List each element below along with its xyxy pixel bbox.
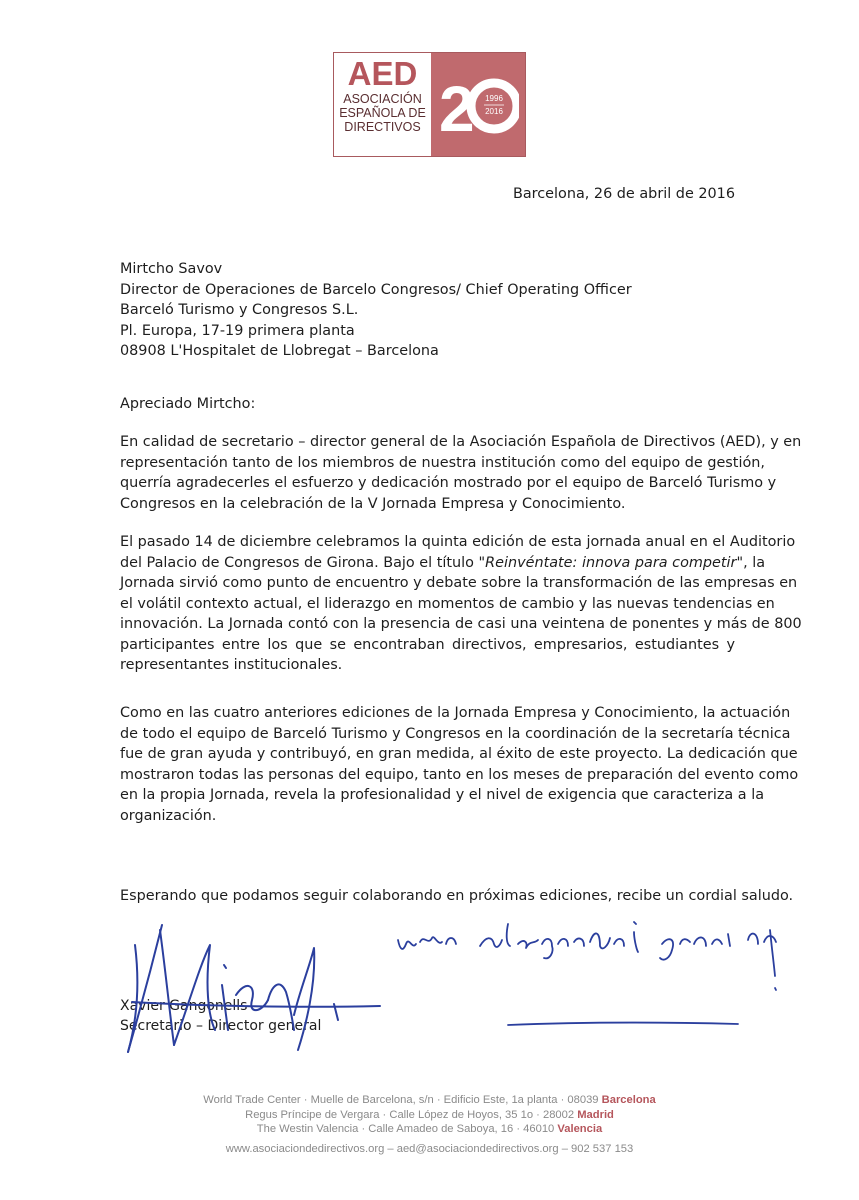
recipient-position: Director de Operaciones de Barcelo Congresos/ Chief Operating Officer xyxy=(120,281,632,298)
years-start: 1996 xyxy=(485,94,503,103)
paragraph-line: de todo el equipo de Barceló Turismo y Congresos en la coordinación de la secretaría técnica xyxy=(120,725,791,742)
paragraph-line: En calidad de secretario – director general de la Asociación Española de Directivos (AED), y en xyxy=(120,434,802,450)
paragraph-line: representación tanto de los miembros de nuestra institución como del equipo de gestión, xyxy=(120,454,765,471)
paragraph-line: el volátil contexto actual, el liderazgo en momentos de cambio y las nuevas tendencias en xyxy=(120,595,775,612)
footer-city: Madrid xyxy=(577,1108,614,1121)
footer-address-text: The Westin Valencia · Calle Amadeo de Saboya, 16 · 46010 xyxy=(256,1123,558,1135)
paragraph-line: innovación. La Jornada contó con la presencia de casi una veintena de ponentes y más de 800 xyxy=(120,616,802,632)
footer-address-madrid xyxy=(0,1108,859,1123)
anniversary-digit-0 xyxy=(471,83,517,129)
footer-address-text: Regus Príncipe de Vergara · Calle López de Hoyos, 35 1o · 28002 xyxy=(245,1108,578,1121)
paragraph-line: en la propia Jornada, revela la profesionalidad y el nivel de exigencia que caracteriza a la xyxy=(120,787,765,803)
recipient-address-line-1: Pl. Europa, 17-19 primera planta xyxy=(120,322,355,339)
logo-text-block xyxy=(334,53,431,156)
handwritten-note xyxy=(398,922,776,1025)
logo-line-2: ESPAÑOLA DE xyxy=(339,106,426,120)
logo-anniversary-block xyxy=(431,53,525,156)
paragraph-line: participantes entre los que se encontraban directivos, empresarios, estudiantes y xyxy=(120,636,735,653)
paragraph-line: organización. xyxy=(120,807,217,824)
paragraph-3 xyxy=(120,703,799,826)
footer-address-text: World Trade Center · Muelle de Barcelona, s/n · Edificio Este, 1a planta · 08039 xyxy=(203,1094,602,1106)
logo-acronym: AED xyxy=(347,55,418,92)
paragraph-text: del Palacio de Congresos de Girona. Bajo el título xyxy=(120,554,479,571)
closing-line: Esperando que podamos seguir colaborando en próximas ediciones, recibe un cordial saludo. xyxy=(120,888,794,904)
paragraph-line: Como en las cuatro anteriores ediciones de la Jornada Empresa y Conocimiento, la actuación xyxy=(120,705,791,721)
paragraph-line: representantes institucionales. xyxy=(120,657,343,673)
letter-date: Barcelona, 26 de abril de 2016 xyxy=(512,186,735,202)
logo-line-1: ASOCIACIÓN xyxy=(343,92,422,106)
letter-footer xyxy=(0,1093,859,1156)
years-end: 2016 xyxy=(485,107,503,116)
anniversary-20-emblem xyxy=(439,74,519,136)
signer-title: Secretario – Director general xyxy=(120,1018,322,1034)
salutation: Apreciado Mirtcho: xyxy=(120,396,256,412)
logo-line-3: DIRECTIVOS xyxy=(344,120,421,134)
paragraph-line: Jornada sirvió como punto de encuentro y debate sobre la transformación de las empresas en xyxy=(120,575,798,591)
event-title: "Reinvéntate: innova para competir" xyxy=(478,554,744,571)
paragraph-line: fue de gran ayuda y contribuyó, en gran medida, al éxito de este proyecto. La dedicación que xyxy=(120,746,798,762)
anniversary-digit-2: 2 xyxy=(439,74,475,136)
paragraph-1 xyxy=(120,432,802,514)
recipient-company: Barceló Turismo y Congresos S.L. xyxy=(120,302,359,318)
paragraph-line-with-title xyxy=(120,553,766,574)
footer-contact: www.asociaciondedirectivos.org – aed@asociaciondedirectivos.org – 902 537 153 xyxy=(225,1142,634,1155)
footer-city: Barcelona xyxy=(601,1094,656,1106)
paragraph-line: mostraron todas las personas del equipo, tanto en los meses de preparación del evento como xyxy=(120,766,799,783)
signer-name: Xavier Gangonells xyxy=(120,998,248,1014)
paragraph-text: , la xyxy=(743,554,766,571)
paragraph-2 xyxy=(120,532,802,676)
aed-logo xyxy=(333,52,526,157)
recipient-address xyxy=(120,259,632,362)
footer-city: Valencia xyxy=(557,1123,603,1135)
footer-address-barcelona xyxy=(0,1093,859,1108)
footer-address-valencia xyxy=(0,1122,859,1137)
paragraph-line: Congresos en la celebración de la V Jornada Empresa y Conocimiento. xyxy=(120,495,626,512)
recipient-address-line-2: 08908 L'Hospitalet de Llobregat – Barcelona xyxy=(120,343,439,359)
paragraph-line: El pasado 14 de diciembre celebramos la quinta edición de esta jornada anual en el Auditorio xyxy=(120,534,796,550)
recipient-name: Mirtcho Savov xyxy=(120,261,223,277)
paragraph-line: querría agradecerles el esfuerzo y dedicación mostrado por el equipo de Barceló Turismo y xyxy=(120,475,777,491)
